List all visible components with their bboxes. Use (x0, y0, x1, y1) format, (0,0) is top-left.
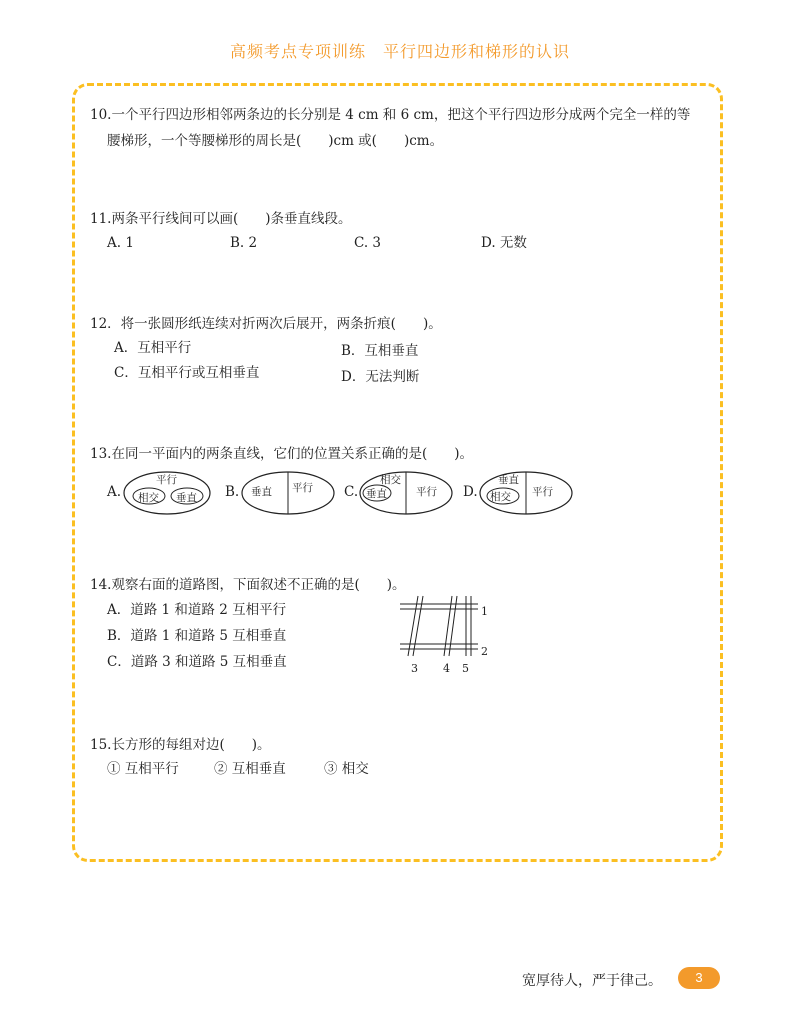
q13-option-a-letter: A. (107, 484, 122, 500)
q15-option-3: ③ 相交 (324, 761, 369, 777)
q13-d-right-label: 平行 (532, 486, 553, 498)
q10-line2: 腰梯形，一个等腰梯形的周长是( )cm 或( )cm。 (107, 133, 444, 149)
road-label-1: 1 (481, 605, 488, 618)
q15-option-1: ① 互相平行 (107, 761, 179, 777)
q14-option-c: C．道路 3 和道路 5 互相垂直 (107, 654, 287, 670)
road-label-5: 5 (462, 662, 469, 675)
q14-stem: 14.观察右面的道路图，下面叙述不正确的是( )。 (90, 577, 406, 593)
q13-b-right-label: 平行 (292, 482, 313, 494)
q11-option-c: C. 3 (354, 235, 382, 251)
q13-c-left-outer-label: 相交 (380, 474, 401, 486)
q13-a-outer-label: 平行 (156, 474, 177, 486)
q12-option-b: B．互相垂直 (341, 343, 419, 359)
q13-option-d-letter: D. (463, 484, 478, 500)
q14-option-a: A．道路 1 和道路 2 互相平行 (107, 602, 287, 618)
q10-line1: 10.一个平行四边形相邻两条边的长分别是 4 cm 和 6 cm，把这个平行四边形分成两个完全一样的等 (90, 107, 691, 123)
q12-option-d: D．无法判断 (341, 369, 420, 385)
footer-motto: 宽厚待人，严于律己。 (522, 973, 662, 989)
q13-c-left-inner-label: 垂直 (366, 488, 387, 500)
q12-stem: 12．将一张圆形纸连续对折两次后展开，两条折痕( )。 (90, 316, 442, 332)
q13-option-b-letter: B. (225, 484, 240, 500)
q13-a-inner-left-label: 相交 (138, 492, 159, 504)
road-label-4: 4 (443, 662, 450, 675)
q11-option-d: D. 无数 (481, 235, 527, 251)
road-label-2: 2 (481, 645, 488, 658)
q13-a-inner-right-label: 垂直 (176, 492, 197, 504)
q13-option-c-letter: C. (344, 484, 359, 500)
q13-stem: 13.在同一平面内的两条直线，它们的位置关系正确的是( )。 (90, 446, 474, 462)
q15-option-2: ② 互相垂直 (214, 761, 286, 777)
q11-option-b: B. 2 (230, 235, 258, 251)
q15-stem: 15.长方形的每组对边( )。 (90, 737, 271, 753)
q13-c-right-label: 平行 (416, 486, 437, 498)
q13-d-left-inner-label: 相交 (490, 491, 511, 503)
q13-b-left-label: 垂直 (251, 486, 272, 498)
q11-option-a: A. 1 (107, 235, 134, 251)
page-number-badge: 3 (678, 967, 720, 989)
q12-option-a: A．互相平行 (114, 340, 192, 356)
q13-d-left-outer-label: 垂直 (498, 474, 519, 486)
road-map-diagram (396, 594, 492, 658)
road-label-3: 3 (411, 662, 418, 675)
q11-stem: 11.两条平行线间可以画( )条垂直线段。 (90, 211, 352, 227)
q12-option-c: C．互相平行或互相垂直 (114, 365, 260, 381)
page-header-title: 高频考点专项训练 平行四边形和梯形的认识 (229, 42, 570, 61)
q14-option-b: B．道路 1 和道路 5 互相垂直 (107, 628, 287, 644)
